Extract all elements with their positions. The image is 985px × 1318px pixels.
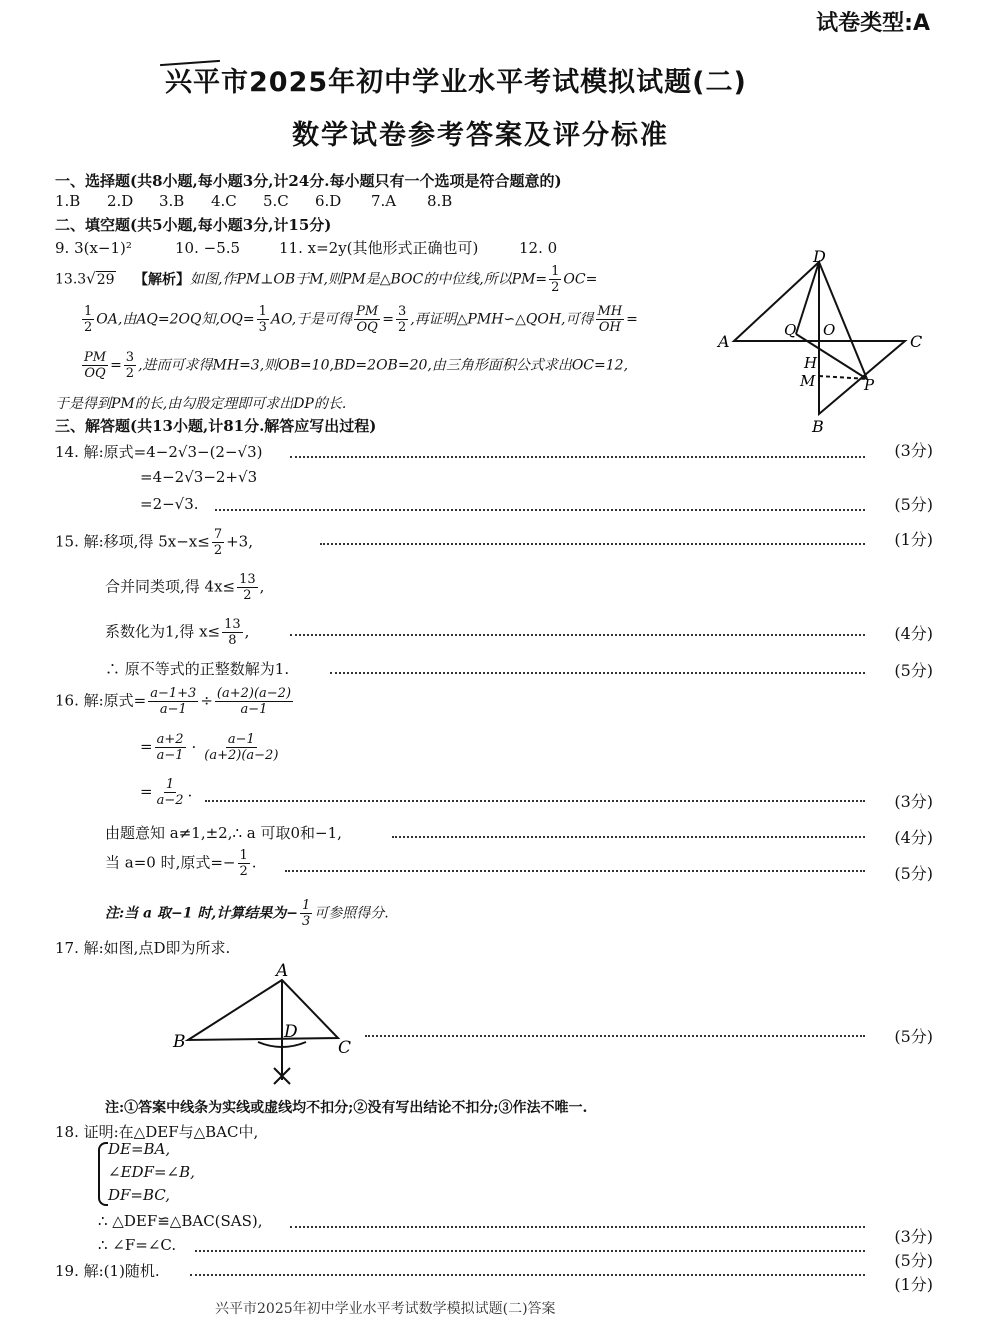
vertex-b-label: B — [812, 417, 824, 436]
q13-text1: 如图,作PM⊥OB于M,则PM是△BOC的中位线,所以PM= — [190, 271, 548, 288]
denominator: 2 — [84, 320, 93, 335]
numerator: 13 — [224, 617, 241, 632]
q15-line4: ∴ 原不等式的正整数解为1. — [105, 660, 290, 678]
q18-cond1: DE=BA, — [108, 1140, 171, 1158]
fraction — [215, 686, 293, 717]
score-label: (1分) — [894, 1275, 933, 1294]
denominator: a−1 — [240, 702, 268, 717]
answer-8: 8.B — [427, 192, 453, 210]
q18-cond3: DF=BC, — [108, 1186, 171, 1204]
q15-text1b: +3, — [226, 532, 253, 551]
q17-line1: 17. 解:如图,点D即为所求. — [55, 939, 231, 957]
q14-line2: =4−2√3−2+√3 — [140, 468, 258, 486]
fraction — [354, 304, 380, 335]
q15-line2 — [105, 572, 264, 603]
dot-leader — [195, 1250, 865, 1252]
point-m-label: M — [800, 372, 816, 390]
answer-1: 1.B — [55, 192, 81, 210]
numerator: a−1+3 — [150, 686, 197, 701]
page-footer: 兴平市2025年初中学业水平考试数学模拟试题(二)答案 — [215, 1301, 556, 1317]
dot-leader — [330, 672, 865, 674]
q13-line2 — [80, 304, 638, 335]
q16-line4: 由题意知 a≠1,±2,∴ a 可取0和−1, — [105, 824, 342, 842]
score-label: (3分) — [894, 441, 933, 460]
answer-11: 11. x=2y(其他形式正确也可) — [279, 239, 479, 257]
q14-line1: 14. 解:原式=4−2√3−(2−√3) — [55, 443, 263, 461]
dot-leader — [290, 634, 865, 636]
score-label: (5分) — [894, 864, 933, 883]
dot-leader — [290, 456, 865, 458]
q17-figure — [170, 958, 365, 1088]
score-label: (3分) — [894, 1227, 933, 1246]
denominator: OH — [598, 320, 621, 335]
q15-text3: 系数化为1,得 x≤ — [105, 622, 221, 641]
answer-9: 9. 3(x−1)² — [55, 239, 132, 257]
note-text1: 注:当 a 取−1 时,计算结果为− — [105, 905, 298, 922]
denominator: a−1 — [156, 748, 184, 763]
q17-note: 注:①答案中线条为实线或虚线均不扣分;②没有写出结论不扣分;③作法不唯一. — [105, 1100, 588, 1116]
multiply-sign: · — [191, 737, 197, 756]
q15-text2: 合并同类项,得 4x≤ — [105, 577, 236, 596]
numerator: 1 — [84, 304, 93, 319]
q18-cond2: ∠EDF=∠B, — [108, 1163, 195, 1181]
denominator: 2 — [397, 320, 407, 335]
point-o-label: O — [823, 321, 836, 339]
score-label: (5分) — [894, 1251, 933, 1270]
score-label: (5分) — [894, 661, 933, 680]
denominator: (a+2)(a−2) — [204, 748, 279, 763]
q13-text4: ,再证明△PMH∽△QOH,可得 — [410, 311, 594, 328]
denominator: 2 — [243, 588, 252, 603]
note-text2: 可参照得分. — [314, 905, 389, 922]
score-label: (4分) — [894, 828, 933, 847]
q16-line1 — [55, 686, 295, 717]
dot-leader — [205, 800, 865, 802]
equals: = — [626, 311, 638, 328]
answer-12: 12. 0 — [519, 239, 558, 257]
system-brace — [98, 1142, 108, 1206]
q16-text1: 16. 解:原式= — [55, 691, 147, 710]
numerator: 1 — [239, 848, 248, 863]
denominator: 3 — [301, 914, 311, 929]
q16-line3 — [140, 777, 192, 808]
denominator: 2 — [125, 366, 135, 381]
q13-text3: AO,于是可得 — [270, 311, 353, 328]
page-subtitle: 数学试卷参考答案及评分标准 — [292, 120, 669, 151]
section3-heading: 三、解答题(共13小题,计81分.解答应写出过程) — [55, 417, 377, 435]
equals: = — [110, 357, 122, 374]
answer-4: 4.C — [211, 192, 237, 210]
vertex-c-label: C — [338, 1038, 352, 1058]
numerator: 3 — [397, 304, 407, 319]
section2-heading: 二、填空题(共5小题,每小题3分,计15分) — [55, 216, 332, 234]
numerator: 7 — [213, 527, 223, 542]
fraction — [202, 732, 280, 763]
point-d-label: D — [284, 1022, 298, 1042]
answer-10: 10. −5.5 — [175, 239, 241, 257]
dot-leader — [365, 1035, 865, 1037]
numerator: 13 — [239, 572, 256, 587]
q13-line4: 于是得到PM的长,由勾股定理即可求出DP的长. — [55, 396, 347, 412]
q14-line3: =2−√3. — [140, 495, 199, 513]
score-label: (5分) — [894, 495, 933, 514]
dot-leader — [320, 543, 865, 545]
fraction — [82, 350, 108, 381]
point-h-label: H — [804, 354, 818, 372]
q13-figure — [712, 246, 937, 436]
fraction — [549, 264, 561, 295]
denominator: 8 — [228, 633, 237, 648]
vertex-b-label: B — [173, 1032, 186, 1052]
q15-text3b: , — [244, 622, 250, 641]
q13-oc: OC= — [563, 271, 598, 288]
equals: = — [382, 311, 394, 328]
q19-line1: 19. 解:(1)随机. — [55, 1262, 160, 1280]
point-q-label: Q — [784, 321, 797, 339]
q13-text5: ,进而可求得MH=3,则OB=10,BD=2OB=20,由三角形面积公式求出OC=12, — [138, 357, 629, 374]
numerator: 1 — [258, 304, 267, 319]
answer-6: 6.D — [315, 192, 342, 210]
fraction — [222, 617, 243, 648]
q15-line3 — [105, 617, 249, 648]
dot-leader — [285, 870, 865, 872]
numerator: a−1 — [227, 732, 255, 747]
point-p-label: P — [864, 376, 875, 394]
score-label: (5分) — [894, 1027, 933, 1046]
denominator: OQ — [84, 366, 106, 381]
section1-heading: 一、选择题(共8小题,每小题3分,计24分.每小题只有一个选项是符合题意的) — [55, 172, 562, 190]
q18-line5: ∴ △DEF≌△BAC(SAS), — [98, 1212, 263, 1230]
fraction — [300, 898, 312, 929]
fraction — [155, 732, 186, 763]
q13-text2: OA,由AQ=2OQ知,OQ= — [96, 311, 255, 328]
q16-line5 — [105, 848, 257, 879]
q18-line6: ∴ ∠F=∠C. — [98, 1236, 177, 1254]
section1-answers — [55, 192, 479, 210]
answer-7: 7.A — [371, 192, 397, 210]
fraction — [155, 777, 186, 808]
numerator: MH — [597, 304, 623, 319]
dot-leader — [392, 836, 865, 838]
denominator: 2 — [239, 864, 248, 879]
denominator: OQ — [356, 320, 378, 335]
score-label: (3分) — [894, 792, 933, 811]
q15-text1: 15. 解:移项,得 5x−x≤ — [55, 532, 210, 551]
fraction — [396, 304, 408, 335]
equals: = — [140, 782, 153, 801]
exam-type-label: 试卷类型:A — [816, 11, 930, 36]
denominator: a−1 — [159, 702, 187, 717]
answer-2: 2.D — [107, 192, 134, 210]
period: . — [251, 853, 257, 872]
fraction — [238, 848, 250, 879]
denominator: 2 — [551, 280, 560, 295]
numerator: 1 — [301, 898, 311, 913]
score-label: (4分) — [894, 624, 933, 643]
q15-line1 — [55, 527, 253, 558]
q13-root: 29 — [96, 271, 115, 288]
fraction — [212, 527, 224, 558]
fraction — [148, 686, 198, 717]
q13-number: 13.3 — [55, 271, 87, 288]
numerator: PM — [84, 350, 107, 365]
answer-3: 3.B — [159, 192, 185, 210]
q13-line3 — [80, 350, 628, 381]
numerator: 1 — [165, 777, 175, 792]
numerator: PM — [356, 304, 379, 319]
fraction — [124, 350, 136, 381]
q16-note — [105, 898, 389, 929]
vertex-c-label: C — [910, 332, 923, 351]
q13-tag: 【解析】 — [134, 271, 191, 288]
period: . — [187, 782, 193, 801]
q15-text2b: , — [259, 577, 265, 596]
fill-answers-9-12 — [55, 237, 557, 258]
dot-leader — [290, 1226, 865, 1228]
numerator: 3 — [125, 350, 135, 365]
vertex-d-label: D — [813, 247, 826, 266]
denominator: a−2 — [156, 793, 184, 808]
numerator: 1 — [551, 264, 560, 279]
fraction — [237, 572, 258, 603]
q16-text5: 当 a=0 时,原式=− — [105, 853, 236, 872]
denominator: 2 — [213, 543, 223, 558]
divide-sign: ÷ — [200, 691, 213, 710]
q16-line2 — [140, 732, 282, 763]
fraction — [82, 304, 94, 335]
dot-leader — [190, 1274, 865, 1276]
answer-5: 5.C — [263, 192, 289, 210]
equals: = — [140, 737, 153, 756]
denominator: 3 — [258, 320, 267, 335]
fraction — [596, 304, 625, 335]
q13-line1: 13.3√29 【解析】如图,作PM⊥OB于M,则PM是△BOC的中位线,所以PM= $\frac{1}{2}$ OC= — [55, 264, 598, 295]
numerator: (a+2)(a−2) — [216, 686, 292, 701]
page-title: 兴平市2025年初中学业水平考试模拟试题(二) — [165, 67, 747, 98]
dot-leader — [215, 509, 865, 511]
q18-line1: 18. 证明:在△DEF与△BAC中, — [55, 1123, 259, 1141]
vertex-a-label: A — [718, 332, 730, 351]
numerator: a+2 — [156, 732, 184, 747]
fraction — [257, 304, 269, 335]
vertex-a-label: A — [276, 961, 289, 981]
score-label: (1分) — [894, 530, 933, 549]
